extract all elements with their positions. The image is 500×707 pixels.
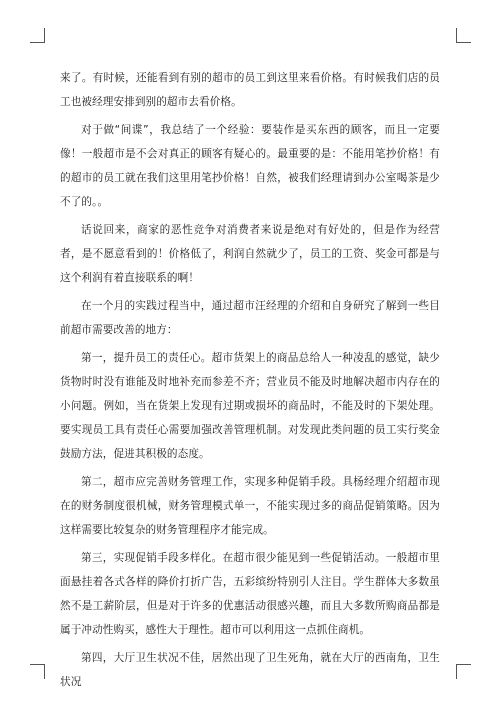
crop-mark-bottom-right xyxy=(456,664,471,679)
crop-mark-top-left xyxy=(30,28,45,43)
paragraph-competition: 话说回来，商家的恶性竞争对消费者来说是绝对有好处的，但是作为经营者，是不愿意看到的！价格低了，利润自然就少了，员工的工资、奖金可都是与这个利润有着直接联系的啊！ xyxy=(60,224,440,284)
paragraph-point-three: 第三，实现促销手段多样化。在超市很少能见到一些促销活动。一般超市里面悬挂着各式各样的降价打折广告，五彩缤纷特别引人注目。学生群体大多数虽然不是工薪阶层，但是对于许多的优惠活动很感兴趣，而且大多数所购商品都是属于冲动性购买，感性大于理性。超市可以利用这一点抓住商机。 xyxy=(60,552,440,636)
paragraph-point-two: 第二，超市应完善财务管理工作，实现多种促销手段。具杨经理介绍超市现在的财务制度很机械，财务管理模式单一，不能实现过多的商品促销策略。因为这样需要比较复杂的财务管理程序才能完成。 xyxy=(60,476,440,536)
crop-mark-top-right xyxy=(456,28,471,43)
paragraph-improvements-intro: 在一个月的实践过程当中，通过超市汪经理的介绍和自身研究了解到一些目前超市需要改善的地方： xyxy=(60,300,440,336)
paragraph-point-one: 第一，提升员工的责任心。超市货架上的商品总给人一种凌乱的感觉，缺少货物时时没有谁能及时地补充而参差不齐；营业员不能及时地解决超市内存在的小问题。例如，当在货架上发现有过期或损坏的商品时，不能及时的下架处理。要实现员工具有责任心需要加强改善管理机制。对发现此类问题的员工实行奖金鼓励方法，促进其积极的态度。 xyxy=(60,352,440,460)
paragraph-point-four: 第四，大厅卫生状况不佳，居然出现了卫生死角，就在大厅的西南角，卫生状况 xyxy=(60,652,440,688)
document-body xyxy=(60,66,440,698)
paragraph-spy-experience: 对于做“间谍”，我总结了一个经验：要装作是买东西的顾客，而且一定要像！一般超市是不会对真正的顾客有疑心的。最重要的是：不能用笔抄价格！有的超市的员工就在我们这里用笔抄价格！自然，被我们经理请到办公室喝茶是少不了的。。 xyxy=(60,124,440,208)
crop-mark-bottom-left xyxy=(30,664,45,679)
paragraph-continuation: 来了。有时候，还能看到有别的超市的员工到这里来看价格。有时候我们店的员工也被经理安排到别的超市去看价格。 xyxy=(60,72,440,108)
